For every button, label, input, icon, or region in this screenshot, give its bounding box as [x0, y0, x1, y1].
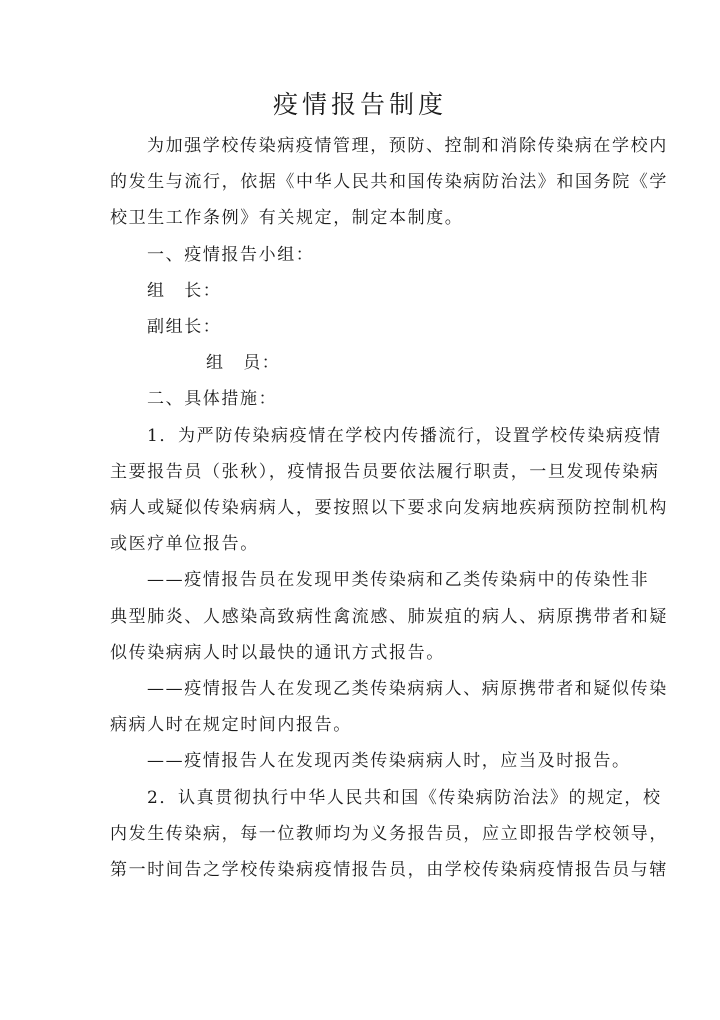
- text-line: 校卫生工作条例》有关规定，制定本制度。: [110, 208, 464, 229]
- text-line: 1．为严防传染病疫情在学校内传播流行，设置学校传染病疫情: [147, 425, 662, 446]
- text-line: ——疫情报告人在发现丙类传染病病人时，应当及时报告。: [147, 751, 631, 772]
- text-line: ——疫情报告人在发现乙类传染病病人、病原携带者和疑似传染: [147, 679, 668, 700]
- deputy-label: 副组长：: [147, 317, 222, 338]
- text-line: 似传染病病人时以最快的通讯方式报告。: [110, 642, 445, 663]
- text-line: 内发生传染病，每一位教师均为义务报告员，应立即报告学校领导，: [110, 823, 668, 844]
- section2-heading: [110, 381, 610, 417]
- text-line: 的发生与流行，依据《中华人民共和国传染病防治法》和国务院《学: [110, 172, 668, 193]
- text-line: ——疫情报告员在发现甲类传染病和乙类传染病中的传染性非: [147, 570, 650, 591]
- item1-paragraph: [110, 418, 668, 563]
- leader-label: 组 长：: [147, 280, 222, 301]
- document-body: [110, 128, 668, 888]
- leader-field: [110, 273, 610, 309]
- text-line: 2．认真贯彻执行中华人民共和国《传染病防治法》的规定，校: [147, 787, 662, 808]
- text-line: 病人或疑似传染病病人，要按照以下要求向发病地疾病预防控制机构: [110, 498, 668, 519]
- text-line: 典型肺炎、人感染高致病性禽流感、肺炭疽的病人、病原携带者和疑: [110, 606, 668, 627]
- members-label: 组 员：: [206, 353, 281, 374]
- dash1-paragraph: [110, 562, 668, 671]
- section1-heading: [110, 237, 610, 273]
- heading-text: 二、具体措施：: [147, 389, 278, 410]
- members-field: [110, 345, 610, 381]
- heading-text: 一、疫情报告小组：: [147, 244, 315, 265]
- deputy-field: [110, 309, 610, 345]
- dash2-paragraph: [110, 671, 668, 743]
- dash3-paragraph: [110, 743, 631, 779]
- text-line: 第一时间告之学校传染病疫情报告员，由学校传染病疫情报告员与辖: [110, 860, 668, 881]
- document-title: 疫情报告制度: [272, 90, 447, 119]
- intro-paragraph: [110, 128, 668, 237]
- text-line: 为加强学校传染病疫情管理，预防、控制和消除传染病在学校内: [147, 136, 668, 156]
- text-line: 或医疗单位报告。: [110, 534, 259, 555]
- text-line: 病病人时在规定时间内报告。: [110, 715, 352, 736]
- item2-paragraph: [110, 780, 668, 889]
- text-line: 主要报告员（张秋），疫情报告员要依法履行职责，一旦发现传染病: [110, 461, 660, 482]
